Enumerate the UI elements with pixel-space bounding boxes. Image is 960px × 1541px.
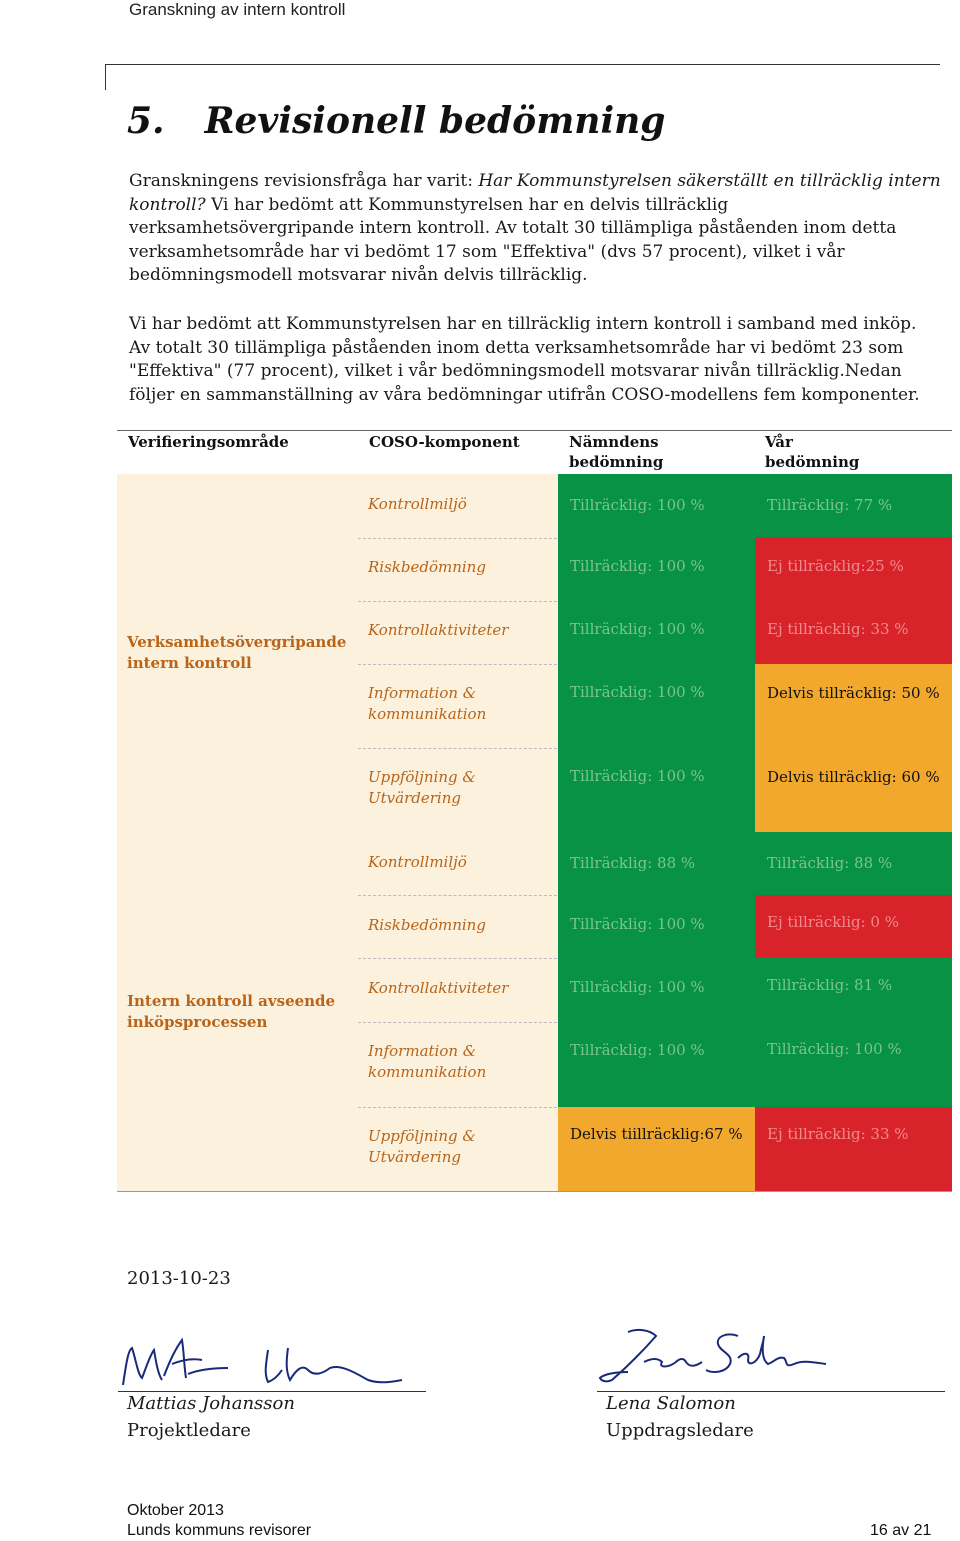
table-bottom-rule xyxy=(117,1191,952,1192)
header-rule-vertical xyxy=(105,64,106,90)
intro-text-end: Vi har bedömt att Kommunstyrelsen har en delvis tillräcklig verksamhetsövergripande intern kontroll. Av totalt 30 tillämpliga påståenden inom detta verksamhetsområde har vi bedömt 17 som "Effektiva" (dvs 57 procent), vilket i vår bedömningsmodell motsvarar nivån delvis tillräcklig. xyxy=(129,194,897,285)
signatory-name: Lena Salomon xyxy=(606,1393,736,1414)
coso-kontrollmiljo: Kontrollmiljö xyxy=(368,495,467,513)
coso-riskbedomning: Riskbedömning xyxy=(368,558,486,576)
signature-line xyxy=(118,1391,426,1392)
ours-value: Tillräcklig: 81 % xyxy=(767,976,893,994)
board-value: Tillräcklig: 100 % xyxy=(570,767,705,785)
page-header-title: Granskning av intern kontroll xyxy=(129,0,346,19)
board-value: Tillräcklig: 100 % xyxy=(570,915,705,933)
signatory-name: Mattias Johansson xyxy=(127,1393,295,1414)
intro-paragraph xyxy=(129,170,941,288)
ours-status-red xyxy=(755,895,952,958)
footer-page-number: 16 av 21 xyxy=(870,1522,932,1539)
row-separator xyxy=(358,601,557,602)
board-value: Tillräcklig: 100 % xyxy=(570,557,705,575)
ours-value: Ej tillräcklig:25 % xyxy=(767,557,904,575)
header-verifieringsomrade: Verifieringsområde xyxy=(128,433,289,451)
row-separator xyxy=(358,748,557,749)
summary-paragraph: Vi har bedömt att Kommunstyrelsen har en tillräcklig intern kontroll i samband med inköp. Av totalt 30 tillämpliga påståenden inom detta verksamhetsområde har vi bedömt 23 som "Effektiva" (77 procent), vilket i vår bedömningsmodell motsvarar nivån tillräcklig.Nedan följer en sammanställning av våra bedömningar utifrån COSO-modellens fem komponenter. xyxy=(129,314,920,405)
row-separator xyxy=(358,895,557,896)
board-value: Tillräcklig: 100 % xyxy=(570,496,705,514)
board-status-orange xyxy=(558,1107,755,1191)
section-title: Revisionell bedömning xyxy=(204,100,666,142)
coso-kontrollmiljo: Kontrollmiljö xyxy=(368,853,467,871)
ours-value: Tillräcklig: 100 % xyxy=(767,1040,902,1058)
signature-line xyxy=(597,1391,945,1392)
area-inkopsprocessen: Intern kontroll avseende inköpsprocessen xyxy=(117,832,357,1191)
row-separator xyxy=(358,958,557,959)
coso-uppfoljning-utvardering: Uppföljning & Utvärdering xyxy=(368,768,476,807)
ours-value: Ej tillräcklig: 33 % xyxy=(767,620,909,638)
ours-status-green xyxy=(755,832,952,895)
ours-value: Tillräcklig: 77 % xyxy=(767,496,893,514)
signature-lena-salomon xyxy=(598,1322,828,1388)
table-top-rule xyxy=(117,430,952,431)
ours-value: Delvis tillräcklig: 50 % xyxy=(767,684,940,702)
section-number: 5. xyxy=(127,100,165,142)
header-rule xyxy=(105,64,940,65)
signatory-role: Projektledare xyxy=(127,1420,251,1441)
coso-kontrollaktiviteter: Kontrollaktiviteter xyxy=(368,979,509,997)
ours-status-orange xyxy=(755,664,952,832)
coso-information-kommunikation: Information & kommunikation xyxy=(368,684,487,723)
header-coso-komponent: COSO-komponent xyxy=(369,433,520,451)
row-separator xyxy=(358,1107,557,1108)
row-separator xyxy=(358,538,557,539)
header-var-bedomning: Vår bedömning xyxy=(765,433,860,471)
header-namndens-bedomning: Nämndens bedömning xyxy=(569,433,664,471)
ours-status-green xyxy=(755,474,952,537)
board-value: Tillräcklig: 100 % xyxy=(570,620,705,638)
ours-value: Ej tillräcklig: 33 % xyxy=(767,1125,909,1143)
ours-status-green xyxy=(755,958,952,1107)
ours-value: Delvis tillräcklig: 60 % xyxy=(767,768,940,786)
ours-value: Tillräcklig: 88 % xyxy=(767,854,893,872)
board-value: Tillräcklig: 100 % xyxy=(570,683,705,701)
board-value: Tillräcklig: 100 % xyxy=(570,1041,705,1059)
board-value: Tillräcklig: 88 % xyxy=(570,854,696,872)
area-verksamhetsovergripande: Verksamhetsövergripande intern kontroll xyxy=(117,474,357,832)
coso-uppfoljning-utvardering: Uppföljning & Utvärdering xyxy=(368,1127,476,1166)
ours-status-red xyxy=(755,1107,952,1191)
coso-riskbedomning: Riskbedömning xyxy=(368,916,486,934)
report-date: 2013-10-23 xyxy=(127,1268,231,1289)
row-separator xyxy=(358,1022,557,1023)
row-separator xyxy=(358,664,557,665)
ours-value: Ej tillräcklig: 0 % xyxy=(767,913,899,931)
footer-organization: Lunds kommuns revisorer xyxy=(127,1522,312,1539)
section-heading xyxy=(127,100,665,142)
ours-status-red xyxy=(755,537,952,664)
signatory-role: Uppdragsledare xyxy=(606,1420,754,1441)
board-value: Tillräcklig: 100 % xyxy=(570,978,705,996)
intro-text-start: Granskningens revisionsfråga har varit: xyxy=(129,171,479,191)
coso-information-kommunikation: Information & kommunikation xyxy=(368,1042,487,1081)
signature-mattias-johansson xyxy=(118,1330,408,1392)
audit-question: Har Kommunstyrelsen säkerställt en tillräcklig intern kontroll? xyxy=(129,171,941,215)
footer-month: Oktober 2013 xyxy=(127,1502,224,1519)
board-value: Delvis tiillräcklig:67 % xyxy=(570,1125,743,1143)
coso-kontrollaktiviteter: Kontrollaktiviteter xyxy=(368,621,509,639)
